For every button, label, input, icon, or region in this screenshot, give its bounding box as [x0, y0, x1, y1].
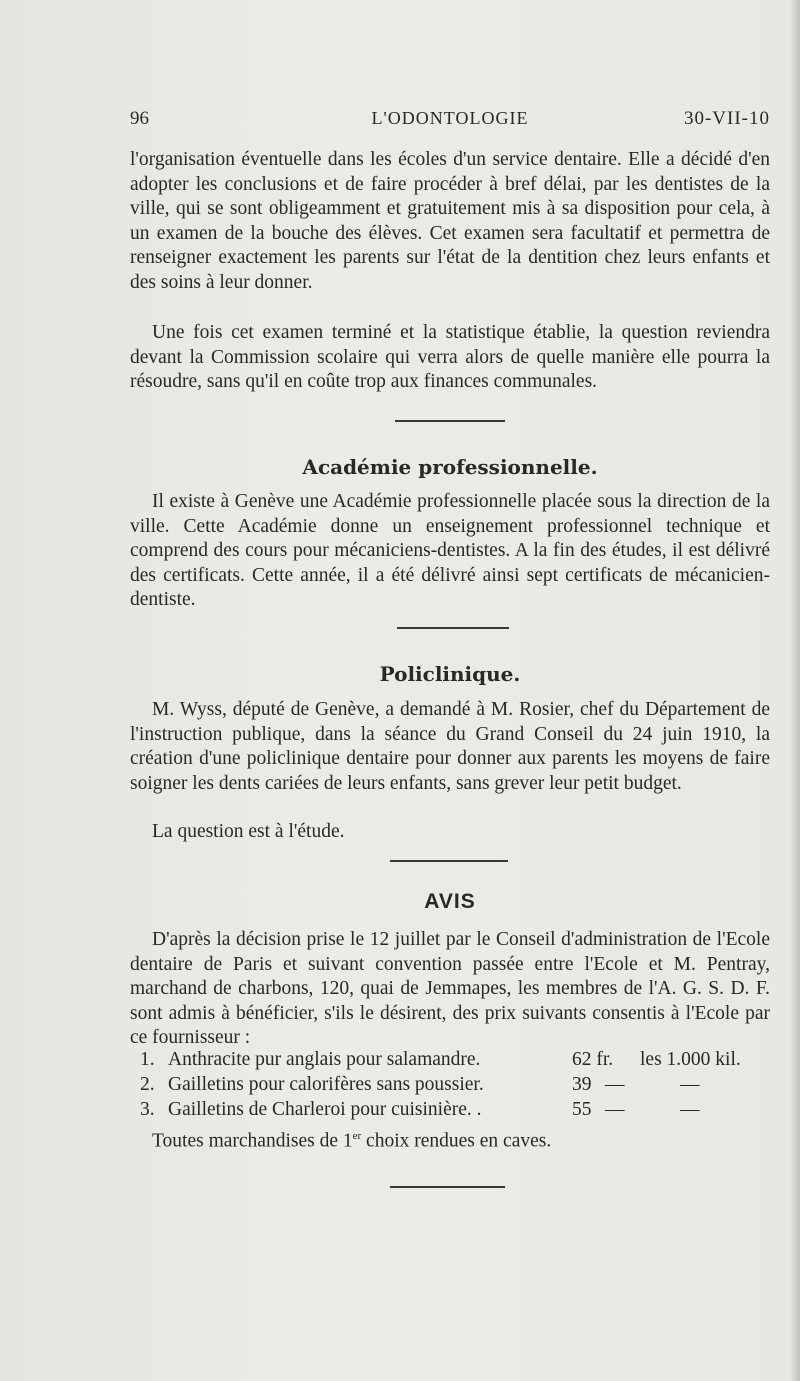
policlinique-paragraph-2: La question est à l'étude. [152, 821, 345, 842]
closing-text: Toutes marchandises de 1 [152, 1130, 353, 1152]
journal-title: L'ODONTOLOGIE [371, 108, 529, 128]
list-item-number: 1. [140, 1049, 155, 1070]
policlinique-paragraph-1: M. Wyss, député de Genève, a demandé à M. Rosier, chef du Département de l'instruction publique, dans la séance du Grand Conseil du 24 juin 1910, la création d'une policlinique dentaire pour donner aux parents les moyens de faire soigner les dents cariées de leurs enfants, sans grever leur petit budget. [130, 699, 770, 794]
section-divider [397, 627, 509, 629]
list-item-number: 3. [140, 1099, 155, 1120]
list-item-number: 2. [140, 1074, 155, 1095]
avis-paragraph: D'après la décision prise le 12 juillet par le Conseil d'administration de l'Ecole dentaire de Paris et suivant convention passée entre l'Ecole et M. Pentray, marchand de charbons, 120, quai de Jemmapes, les membres de l'A. G. S. D. F. sont admis à bénéficier, s'ils le désirent, des prix suivants consentis à l'Ecole par ce fournisseur : [130, 929, 770, 1048]
list-item-price: 62 fr. [572, 1049, 614, 1070]
list-item-label: Gailletins pour calorifères sans poussier. [168, 1074, 484, 1095]
list-item-price: 55 [572, 1099, 592, 1120]
section-divider [395, 420, 505, 422]
list-item-label: Anthracite pur anglais pour salamandre. [168, 1049, 481, 1070]
academie-paragraph: Il existe à Genève une Académie professionnelle placée sous la direction de la ville. Cette Académie donne un enseignement professionnel technique et comprend des cours pour mécaniciens-dentistes. A la fin des études, il est délivré des certificats. Cette année, il a été délivré ainsi sept certificats de mécanicien-dentiste. [130, 491, 770, 610]
list-item-ditto: — [680, 1074, 700, 1095]
intro-paragraph-1: l'organisation éventuelle dans les écoles d'un service dentaire. Elle a décidé d'en adopter les conclusions et de faire procéder à bref délai, par les dentistes de la ville, qui se sont obligeamment et gratuitement mis à sa disposition pour cela, à un examen de la bouche des élèves. Cet examen sera facultatif et permettra de renseigner exactement les parents sur l'état de la dentition chez leurs enfants et des soins à leur donner. [130, 149, 770, 293]
closing-text: choix rendues en caves. [361, 1130, 552, 1152]
list-item-unit: les 1.000 kil. [640, 1049, 741, 1070]
issue-date: 30-VII-10 [683, 108, 770, 129]
list-item-price: 39 [572, 1074, 592, 1095]
list-item-label: Gailletins de Charleroi pour cuisinière. . [168, 1099, 482, 1120]
list-item-ditto: — [605, 1074, 625, 1095]
intro-paragraph-2: Une fois cet examen terminé et la statistique établie, la question reviendra devant la Commission scolaire qui verra alors de quelle manière elle pourra la résoudre, sans qu'il en coûte trop aux finances communales. [130, 322, 770, 392]
list-item [140, 1099, 770, 1123]
running-header [130, 108, 770, 134]
list-item-ditto: — [605, 1099, 625, 1120]
section-divider [390, 1186, 505, 1188]
list-item [140, 1049, 770, 1073]
section-title-academie: Académie professionnelle. [302, 455, 598, 479]
page-edge-shadow [790, 0, 800, 1381]
list-item-ditto: — [680, 1099, 700, 1120]
section-title-policlinique: Policlinique. [379, 662, 521, 686]
avis-closing [130, 1124, 770, 1154]
closing-superscript: er [352, 1130, 362, 1142]
list-item [140, 1074, 770, 1098]
section-title-avis: AVIS [424, 890, 476, 913]
section-divider [390, 860, 508, 862]
page-number: 96 [130, 108, 149, 129]
